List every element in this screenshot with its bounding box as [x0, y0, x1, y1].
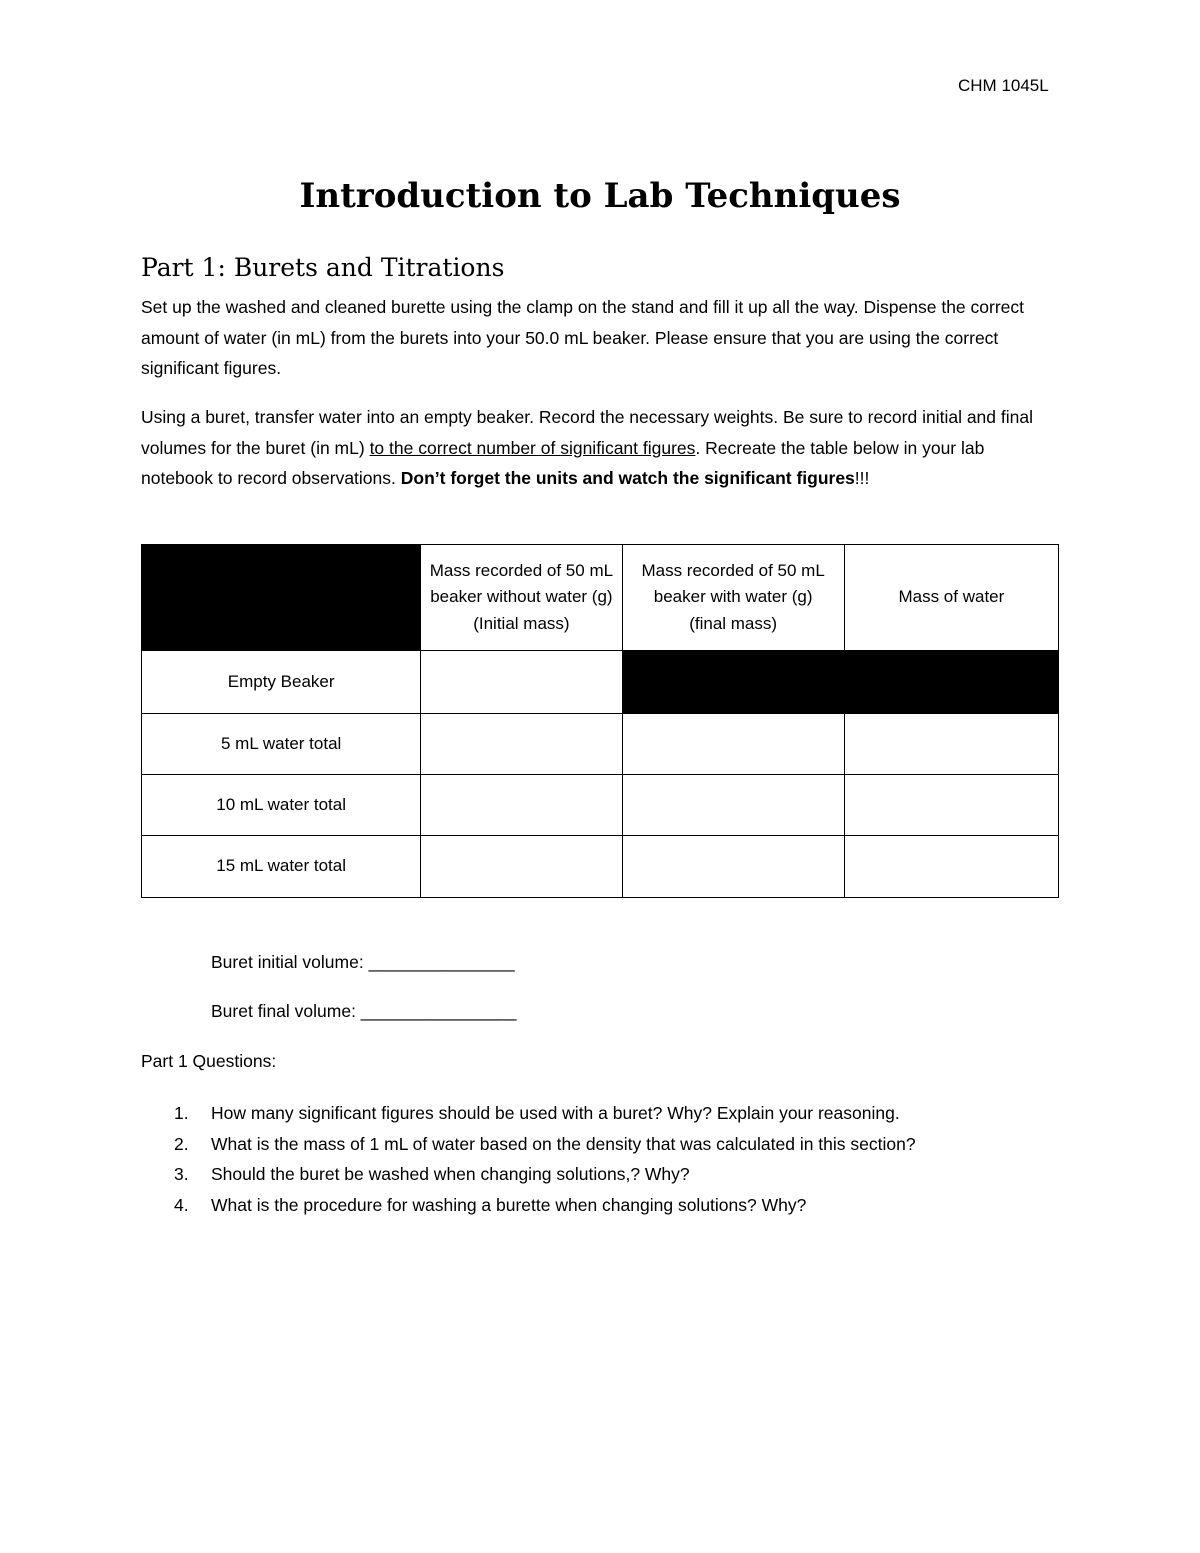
question-number: 2. [174, 1133, 189, 1154]
document-title: Introduction to Lab Techniques [299, 176, 901, 216]
table-row [142, 775, 1059, 836]
table-row [142, 651, 1059, 714]
question-number: 1. [174, 1103, 189, 1123]
table-cell [844, 714, 1058, 775]
table-cell [844, 775, 1058, 836]
paragraph-2-text-a: Using a buret, transfer water into an empty beaker. Record the necessary weights. Be sure to record initial and final volumes for the buret (in mL) [141, 407, 1033, 458]
question-number: 3. [174, 1164, 189, 1184]
table-cell-blacked-out [622, 651, 844, 714]
header-initial-mass [421, 545, 622, 651]
table-row [142, 836, 1059, 898]
table-cell [421, 651, 622, 714]
table-cell [622, 714, 844, 775]
header-corner-cell [142, 545, 421, 651]
row-label: 5 mL water total [142, 714, 421, 775]
table-cell [421, 775, 622, 836]
paragraph-2-bold: Don’t forget the units and watch the significant figures [400, 468, 855, 488]
table-cell [421, 714, 622, 775]
header-initial-mass-note: (Initial mass) [473, 613, 570, 633]
header-final-mass-label: Mass recorded of 50 mL beaker with water (g) [641, 560, 825, 607]
header-final-mass [622, 545, 844, 651]
part1-paragraph-1: Set up the washed and cleaned burette using the clamp on the stand and fill it up all the way. Dispense the correct amount of water (in mL) from the burets into your 50.0 mL beaker. Please ensure that you are using the correct significant figures. [141, 297, 1024, 378]
questions-list [141, 1100, 916, 1222]
question-text: What is the procedure for washing a burette when changing solutions? Why? [211, 1194, 807, 1215]
buret-final-volume-line: Buret final volume: ________________ [211, 1001, 517, 1021]
question-text: How many significant figures should be used with a buret? Why? Explain your reasoning. [211, 1103, 900, 1123]
table-cell-blacked-out [844, 651, 1058, 714]
buret-initial-volume-line: Buret initial volume: _______________ [211, 952, 515, 972]
paragraph-2-underlined: to the correct number of significant figures [369, 437, 696, 458]
paragraph-2-text-b: . Recreate the table below in your lab notebook to record observations. [141, 437, 985, 488]
paragraph-2-text-c: !!! [854, 468, 870, 488]
question-text: Should the buret be washed when changing solutions,? Why? [211, 1164, 690, 1184]
header-mass-of-water: Mass of water [844, 545, 1058, 651]
part1-heading: Part 1: Burets and Titrations [141, 253, 505, 282]
question-number: 4. [174, 1194, 189, 1215]
list-item [141, 1131, 916, 1162]
question-text: What is the mass of 1 mL of water based on the density that was calculated in this section? [211, 1133, 916, 1154]
table-row [142, 714, 1059, 775]
list-item [141, 1100, 916, 1131]
table-cell [844, 836, 1058, 898]
header-initial-mass-label: Mass recorded of 50 mL beaker without water (g) [429, 560, 614, 607]
part1-paragraph-2 [141, 402, 1061, 494]
mass-table [141, 544, 1059, 898]
list-item [141, 1161, 916, 1192]
row-label: 10 mL water total [142, 775, 421, 836]
header-final-mass-note: (final mass) [689, 613, 778, 633]
list-item [141, 1192, 916, 1223]
table-cell [622, 775, 844, 836]
table-cell [421, 836, 622, 898]
course-code: CHM 1045L [958, 76, 1049, 95]
table-cell [622, 836, 844, 898]
questions-heading: Part 1 Questions: [141, 1051, 277, 1071]
row-label: 15 mL water total [142, 836, 421, 898]
table-header-row [142, 545, 1059, 651]
row-label: Empty Beaker [142, 651, 421, 714]
